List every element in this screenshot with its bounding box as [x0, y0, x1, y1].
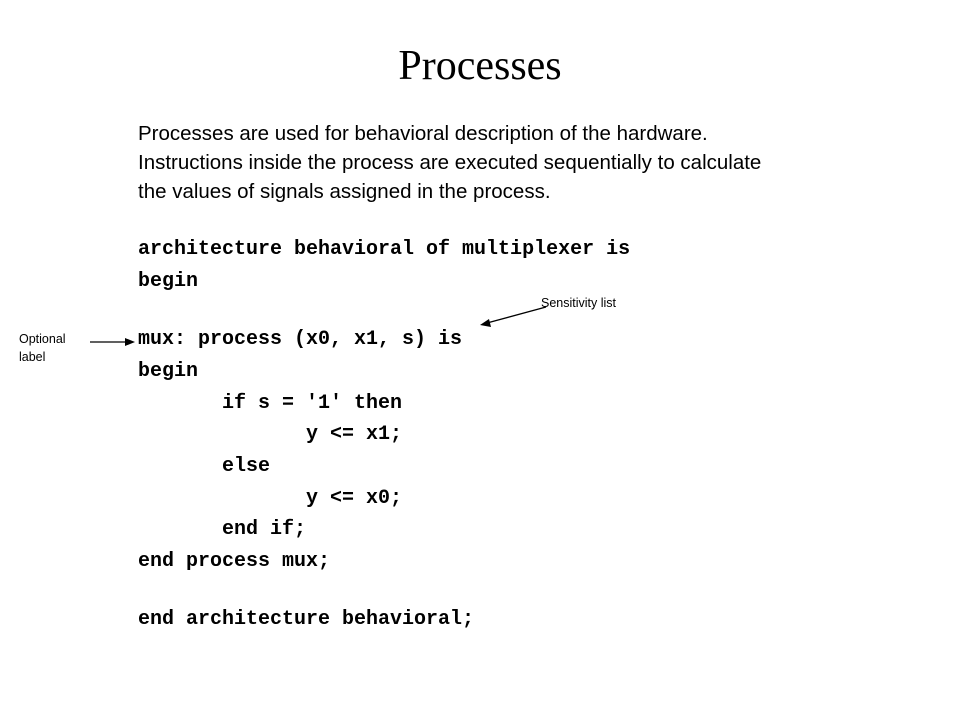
sensitivity-list-annotation: Sensitivity list — [541, 296, 617, 310]
code-line-end-architecture: end architecture behavioral; — [138, 608, 475, 631]
code-line-if: if s = '1' then — [138, 392, 403, 415]
code-line-process-begin: begin — [138, 360, 199, 383]
code-line-else: else — [138, 455, 271, 478]
code-line-architecture: architecture behavioral of multiplexer is — [138, 238, 631, 261]
annotation-line: label — [19, 350, 46, 364]
slide-title: Processes — [398, 43, 562, 89]
code-line-process: mux: process (x0, x1, s) is — [138, 328, 463, 351]
code-line-begin: begin — [138, 270, 199, 293]
intro-line: the values of signals assigned in the process. — [138, 180, 551, 203]
intro-line: Instructions inside the process are executed sequentially to calculate — [138, 151, 762, 174]
code-line-assign-x1: y <= x1; — [138, 423, 403, 446]
code-line-end-if: end if; — [138, 518, 307, 541]
sensitivity-list-arrow — [480, 307, 546, 327]
optional-label-arrow — [90, 338, 135, 346]
code-line-end-process: end process mux; — [138, 550, 331, 573]
annotation-line: Optional — [19, 332, 66, 346]
intro-line: Processes are used for behavioral description of the hardware. — [138, 122, 708, 145]
code-line-assign-x0: y <= x0; — [138, 487, 403, 510]
